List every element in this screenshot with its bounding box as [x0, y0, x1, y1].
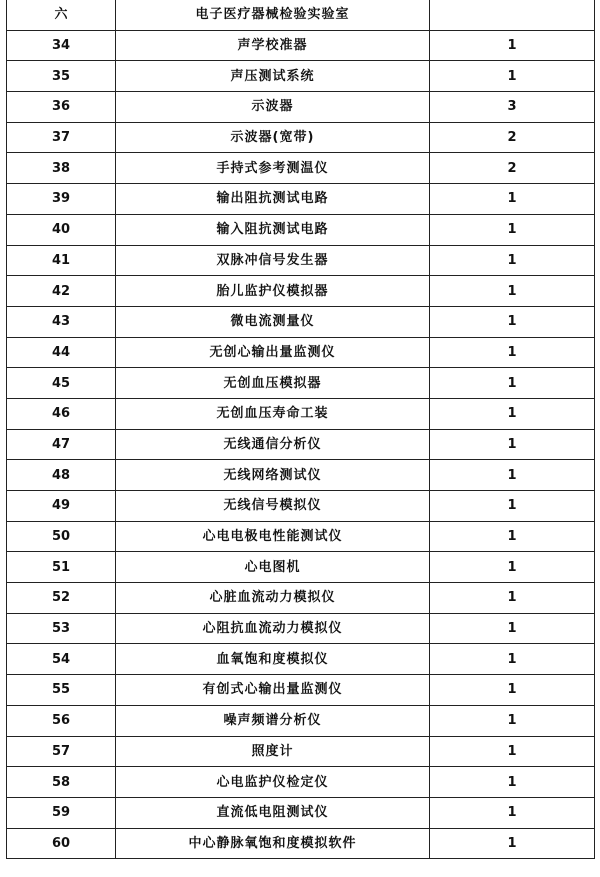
table-row — [7, 828, 595, 859]
equipment-name-cell: 无线信号模拟仪 — [116, 491, 430, 522]
row-number-cell: 55 — [7, 675, 116, 706]
equipment-name-cell: 有创式心输出量监测仪 — [116, 675, 430, 706]
row-number-cell: 50 — [7, 521, 116, 552]
quantity-cell: 3 — [430, 92, 595, 123]
quantity-cell: 1 — [430, 460, 595, 491]
equipment-name-cell: 无创血压模拟器 — [116, 368, 430, 399]
table-row — [7, 429, 595, 460]
table-row — [7, 521, 595, 552]
equipment-name-cell: 血氧饱和度模拟仪 — [116, 644, 430, 675]
row-number-cell: 52 — [7, 583, 116, 614]
table-row — [7, 184, 595, 215]
equipment-name-cell: 无创心输出量监测仪 — [116, 337, 430, 368]
row-number-cell: 37 — [7, 122, 116, 153]
table-row — [7, 245, 595, 276]
quantity-cell: 2 — [430, 153, 595, 184]
quantity-cell: 1 — [430, 797, 595, 828]
table-row — [7, 122, 595, 153]
quantity-cell: 2 — [430, 122, 595, 153]
table-row — [7, 552, 595, 583]
equipment-name-cell: 无线网络测试仪 — [116, 460, 430, 491]
row-number-cell: 58 — [7, 767, 116, 798]
equipment-name-cell: 心阻抗血流动力模拟仪 — [116, 613, 430, 644]
equipment-name-cell: 心电电极电性能测试仪 — [116, 521, 430, 552]
table-row — [7, 30, 595, 61]
row-number-cell: 41 — [7, 245, 116, 276]
equipment-name-cell: 示波器(宽带) — [116, 122, 430, 153]
table-row — [7, 153, 595, 184]
equipment-table — [6, 0, 595, 859]
table-row — [7, 583, 595, 614]
quantity-cell: 1 — [430, 736, 595, 767]
quantity-cell: 1 — [430, 368, 595, 399]
row-number-cell: 47 — [7, 429, 116, 460]
table-row — [7, 398, 595, 429]
table-row — [7, 61, 595, 92]
equipment-name-cell: 照度计 — [116, 736, 430, 767]
equipment-name-cell: 噪声频谱分析仪 — [116, 705, 430, 736]
table-row — [7, 613, 595, 644]
quantity-cell: 1 — [430, 521, 595, 552]
quantity-cell: 1 — [430, 337, 595, 368]
row-number-cell: 48 — [7, 460, 116, 491]
equipment-name-cell: 声压测试系统 — [116, 61, 430, 92]
equipment-name-cell: 输出阻抗测试电路 — [116, 184, 430, 215]
section-number-cell: 六 — [7, 0, 116, 30]
quantity-cell: 1 — [430, 61, 595, 92]
equipment-name-cell: 无线通信分析仪 — [116, 429, 430, 460]
table-row — [7, 368, 595, 399]
equipment-name-cell: 心电监护仪检定仪 — [116, 767, 430, 798]
section-header-row — [7, 0, 595, 30]
row-number-cell: 53 — [7, 613, 116, 644]
row-number-cell: 46 — [7, 398, 116, 429]
table-row — [7, 276, 595, 307]
equipment-name-cell: 胎儿监护仪模拟器 — [116, 276, 430, 307]
row-number-cell: 60 — [7, 828, 116, 859]
quantity-cell: 1 — [430, 214, 595, 245]
row-number-cell: 43 — [7, 306, 116, 337]
row-number-cell: 35 — [7, 61, 116, 92]
equipment-name-cell: 示波器 — [116, 92, 430, 123]
table-row — [7, 92, 595, 123]
row-number-cell: 36 — [7, 92, 116, 123]
section-quantity-cell — [430, 0, 595, 30]
equipment-name-cell: 双脉冲信号发生器 — [116, 245, 430, 276]
quantity-cell: 1 — [430, 276, 595, 307]
row-number-cell: 59 — [7, 797, 116, 828]
row-number-cell: 34 — [7, 30, 116, 61]
row-number-cell: 45 — [7, 368, 116, 399]
table-row — [7, 337, 595, 368]
table-row — [7, 306, 595, 337]
row-number-cell: 51 — [7, 552, 116, 583]
table-row — [7, 705, 595, 736]
quantity-cell: 1 — [430, 613, 595, 644]
row-number-cell: 39 — [7, 184, 116, 215]
quantity-cell: 1 — [430, 767, 595, 798]
table-row — [7, 736, 595, 767]
quantity-cell: 1 — [430, 30, 595, 61]
quantity-cell: 1 — [430, 184, 595, 215]
quantity-cell: 1 — [430, 552, 595, 583]
table-row — [7, 491, 595, 522]
quantity-cell: 1 — [430, 429, 595, 460]
quantity-cell: 1 — [430, 675, 595, 706]
equipment-name-cell: 心电图机 — [116, 552, 430, 583]
quantity-cell: 1 — [430, 644, 595, 675]
quantity-cell: 1 — [430, 245, 595, 276]
equipment-name-cell: 心脏血流动力模拟仪 — [116, 583, 430, 614]
equipment-table-body — [7, 0, 595, 859]
equipment-name-cell: 输入阻抗测试电路 — [116, 214, 430, 245]
table-row — [7, 460, 595, 491]
row-number-cell: 49 — [7, 491, 116, 522]
equipment-name-cell: 直流低电阻测试仪 — [116, 797, 430, 828]
quantity-cell: 1 — [430, 398, 595, 429]
section-title-cell: 电子医疗器械检验实验室 — [116, 0, 430, 30]
quantity-cell: 1 — [430, 491, 595, 522]
row-number-cell: 54 — [7, 644, 116, 675]
equipment-name-cell: 无创血压寿命工装 — [116, 398, 430, 429]
table-row — [7, 675, 595, 706]
row-number-cell: 44 — [7, 337, 116, 368]
row-number-cell: 40 — [7, 214, 116, 245]
equipment-name-cell: 声学校准器 — [116, 30, 430, 61]
quantity-cell: 1 — [430, 828, 595, 859]
table-row — [7, 767, 595, 798]
quantity-cell: 1 — [430, 306, 595, 337]
row-number-cell: 42 — [7, 276, 116, 307]
quantity-cell: 1 — [430, 705, 595, 736]
equipment-name-cell: 微电流测量仪 — [116, 306, 430, 337]
table-row — [7, 214, 595, 245]
quantity-cell: 1 — [430, 583, 595, 614]
table-row — [7, 644, 595, 675]
table-row — [7, 797, 595, 828]
row-number-cell: 57 — [7, 736, 116, 767]
row-number-cell: 56 — [7, 705, 116, 736]
row-number-cell: 38 — [7, 153, 116, 184]
equipment-name-cell: 中心静脉氧饱和度模拟软件 — [116, 828, 430, 859]
equipment-name-cell: 手持式参考测温仪 — [116, 153, 430, 184]
